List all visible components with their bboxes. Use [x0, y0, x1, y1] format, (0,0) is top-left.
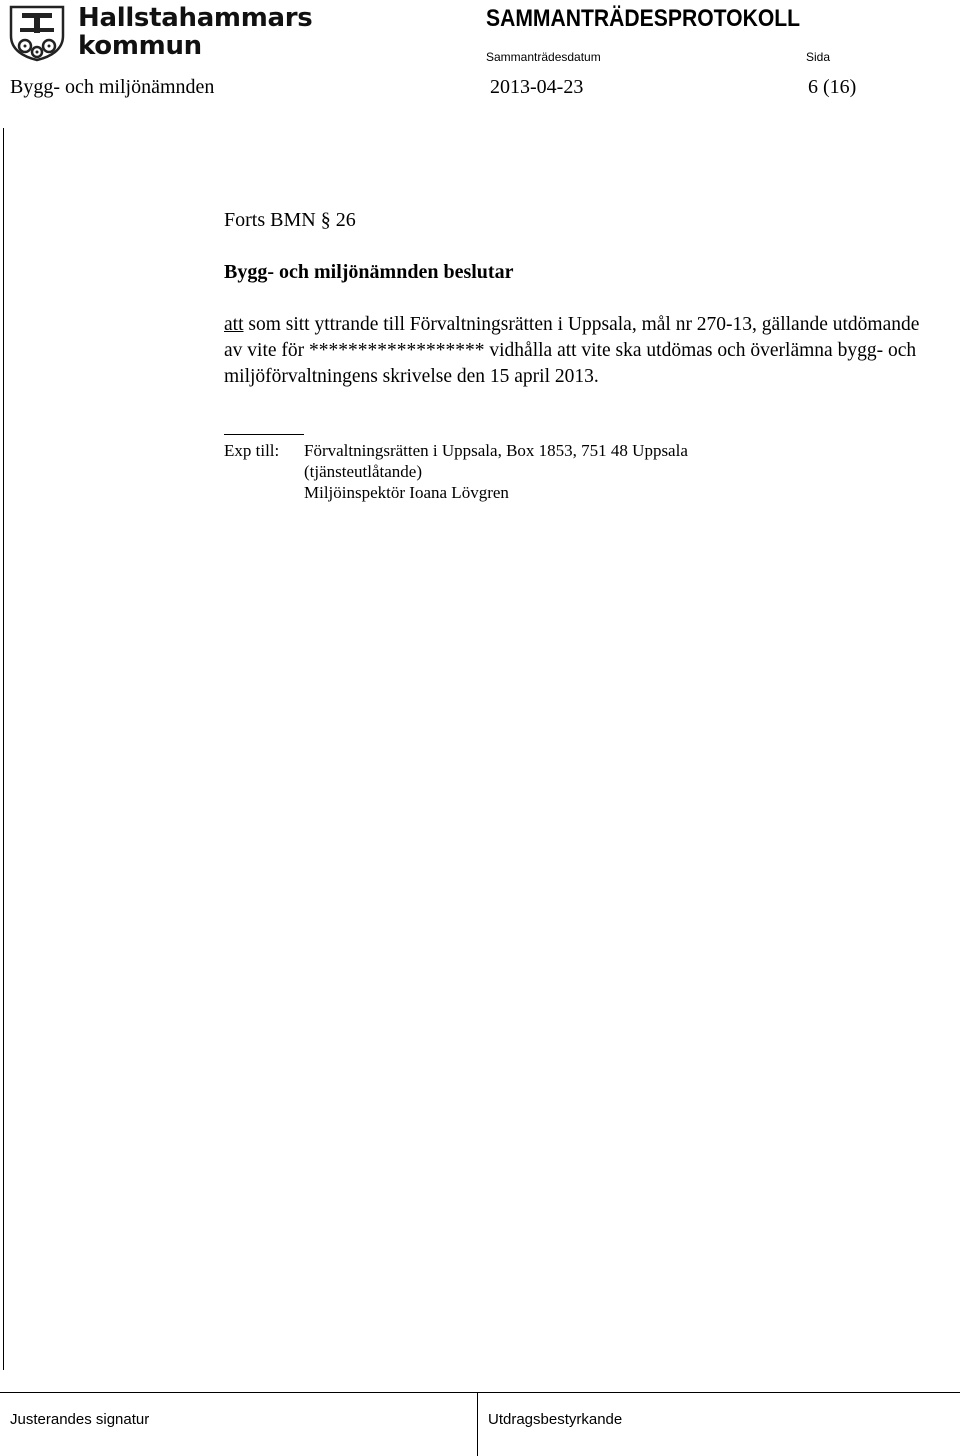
decision-paragraph	[224, 312, 940, 390]
distribution-rule	[224, 434, 304, 435]
document-title: SAMMANTRÄDESPROTOKOLL	[486, 5, 801, 32]
logo-line-2: kommun	[78, 31, 202, 61]
extract-certification-label: Utdragsbestyrkande	[488, 1411, 623, 1428]
decision-heading: Bygg- och miljönämnden beslutar	[224, 261, 514, 283]
municipality-logo	[8, 3, 313, 62]
footer-rule	[0, 1392, 960, 1393]
section-continued-heading: Forts BMN § 26	[224, 209, 356, 231]
margin-rule	[3, 128, 4, 1370]
decision-text: som sitt yttrande till Förvaltningsrätten i Uppsala, mål nr 270-13, gällande utdömande av vite för ****************** vidhålla att vite ska utdömas och överlämna bygg- och miljöförvaltningens skrivelse den 15 april 2013.	[224, 314, 920, 387]
page-number: 6 (16)	[808, 76, 857, 98]
distribution-item: (tjänsteutlåtande)	[304, 462, 423, 481]
logo-wordmark	[78, 4, 312, 60]
footer-divider	[477, 1392, 478, 1456]
logo-line-1: Hallstahammars	[78, 3, 313, 33]
meeting-date: 2013-04-23	[490, 76, 584, 98]
meeting-date-label: Sammanträdesdatum	[486, 50, 601, 64]
distribution-list	[304, 440, 924, 503]
coat-of-arms-icon	[8, 4, 66, 62]
page-label: Sida	[806, 50, 831, 64]
committee-name: Bygg- och miljönämnden	[10, 76, 215, 98]
distribution-item: Miljöinspektör Ioana Lövgren	[304, 483, 509, 502]
decision-lead-word: att	[224, 314, 244, 335]
distribution-label: Exp till:	[224, 441, 280, 460]
signature-label: Justerandes signatur	[10, 1411, 150, 1428]
distribution-item: Förvaltningsrätten i Uppsala, Box 1853, 751 48 Uppsala	[304, 441, 688, 460]
